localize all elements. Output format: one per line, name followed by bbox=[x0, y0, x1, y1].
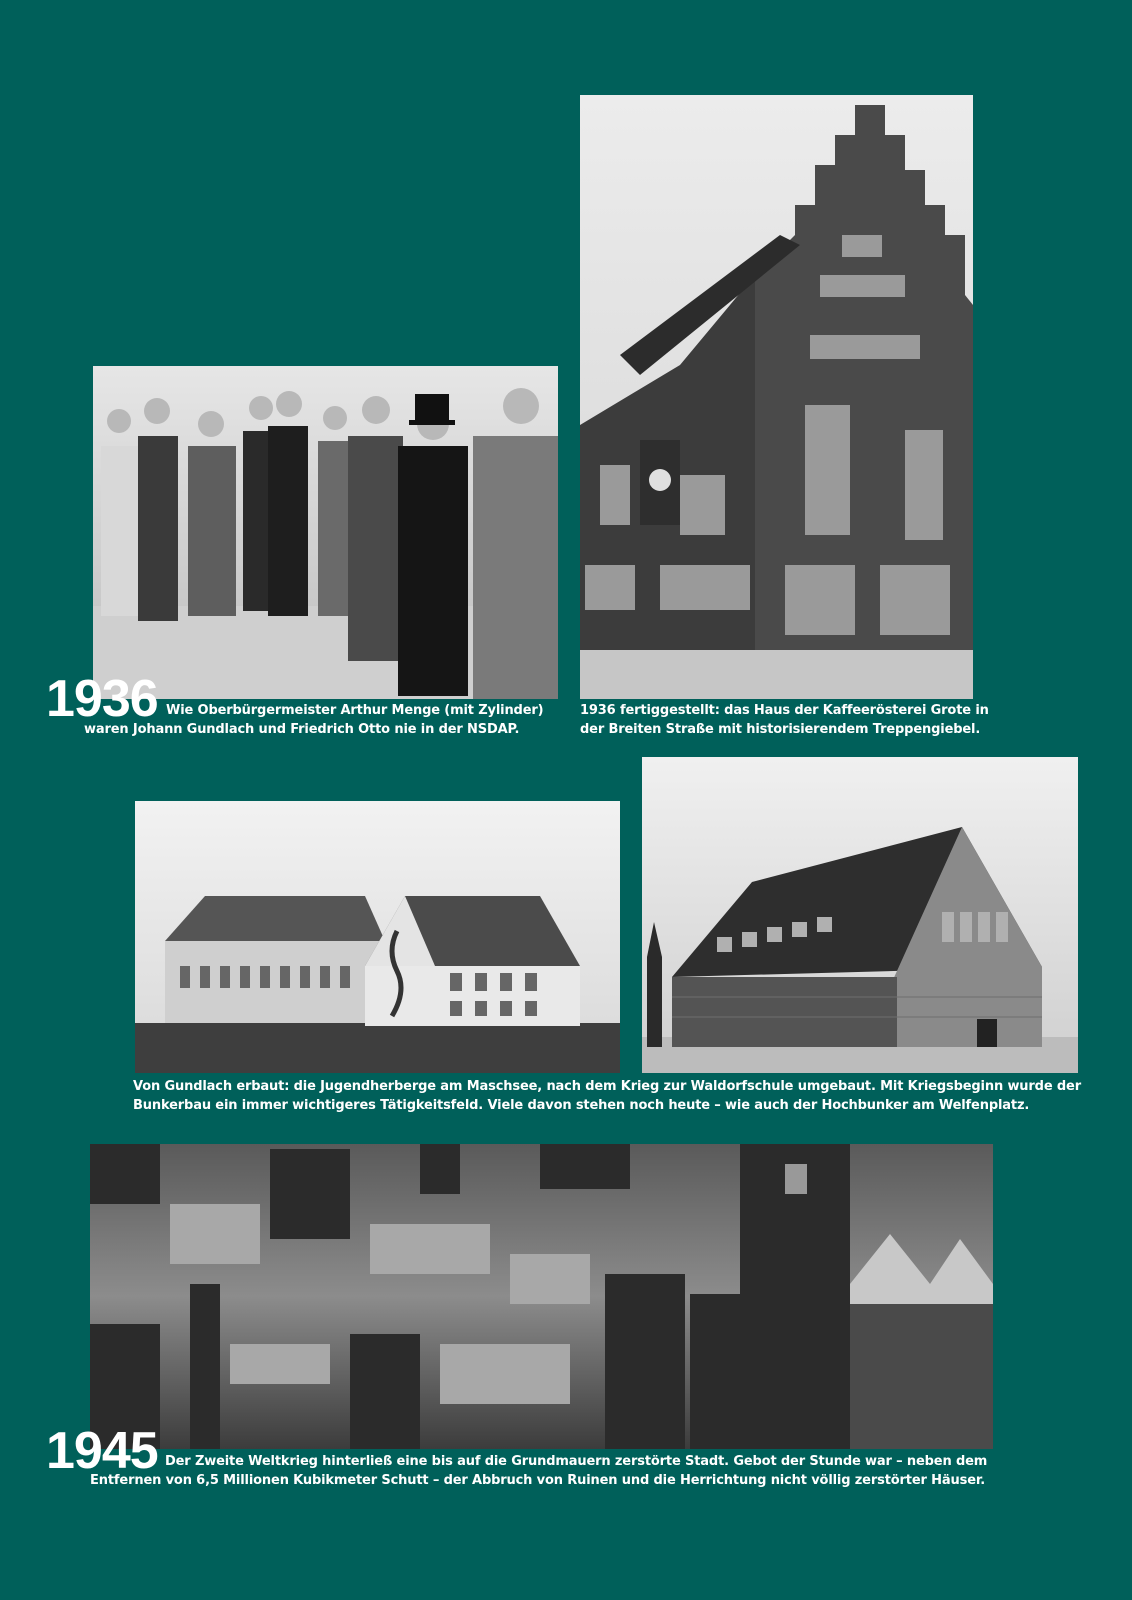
destroyed-city-photo bbox=[90, 1144, 993, 1449]
crowd-photo-caption bbox=[84, 701, 554, 739]
grote-caption-line2: der Breiten Straße mit historisierendem Treppengiebel. bbox=[580, 722, 981, 737]
destroyed-city-caption-line2: Entfernen von 6,5 Millionen Kubikmeter Schutt – der Abbruch von Ruinen und die Herrichtung nicht völlig zerstörter Häuser. bbox=[90, 1473, 986, 1488]
grote-building-photo bbox=[580, 95, 973, 699]
year-1945: 1945 bbox=[46, 1422, 158, 1480]
crowd-photo bbox=[93, 366, 558, 699]
destroyed-city-caption-line1: Der Zweite Weltkrieg hinterließ eine bis auf die Grundmauern zerstörte Stadt. Gebot der Stunde war – neben dem bbox=[165, 1454, 988, 1469]
bunker-photo bbox=[642, 757, 1078, 1073]
buildings-caption-line1: Von Gundlach erbaut: die Jugendherberge am Maschsee, nach dem Krieg zur Waldorfschule umgebaut. Mit Kriegsbeginn wurde der bbox=[133, 1079, 1081, 1094]
crowd-caption-line2: waren Johann Gundlach und Friedrich Otto nie in der NSDAP. bbox=[84, 722, 520, 737]
crowd-caption-line1: Wie Oberbürgermeister Arthur Menge (mit Zylinder) bbox=[166, 703, 544, 718]
buildings-caption-line2: Bunkerbau ein immer wichtigeres Tätigkeitsfeld. Viele davon stehen noch heute – wie auch der Hochbunker am Welfenplatz. bbox=[133, 1098, 1030, 1113]
youth-hostel-photo bbox=[135, 801, 620, 1073]
year-1936: 1936 bbox=[46, 670, 158, 728]
destroyed-city-caption bbox=[90, 1452, 1090, 1490]
grote-photo-caption bbox=[580, 701, 1000, 739]
buildings-caption bbox=[133, 1077, 1093, 1115]
grote-caption-line1: 1936 fertiggestellt: das Haus der Kaffeerösterei Grote in bbox=[580, 703, 989, 718]
